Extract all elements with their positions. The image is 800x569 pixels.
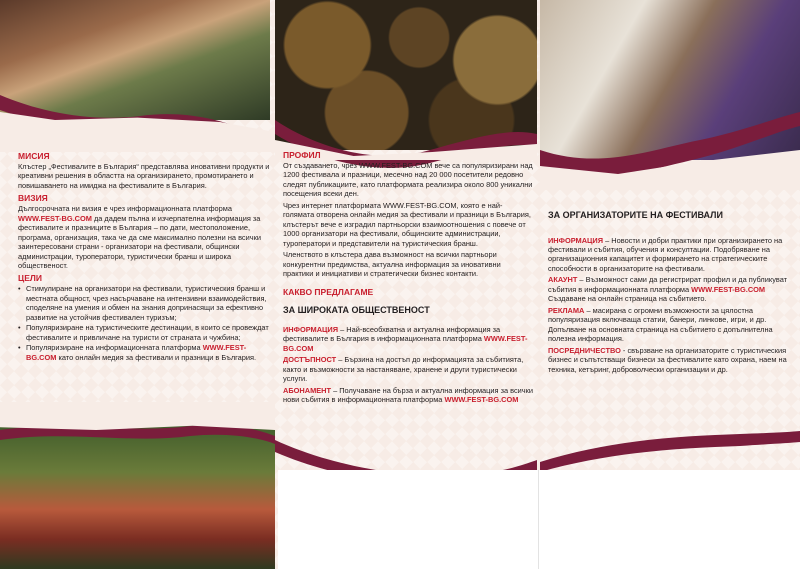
goal-item-text-after: като онлайн медия за фестивали и празници в България. [56,352,257,362]
goal-item: • Популяризиране на туристическите дестинации, в които се провеждат фестивалите и привличане на туристи от страната и чужбина; [18,323,273,342]
vision-text-before: Дългосрочната ни визия е чрез информационната платформа [18,204,232,214]
public-heading: ЗА ШИРОКАТА ОБЩЕСТВЕНОСТ [283,305,430,316]
organizer-item [548,236,788,274]
mission-text: Клъстер „Фестивалите в България“ представлява иновативни продукти и креативни решения в областта на организирането, промотирането и повишаването на имиджа на фестивалите в България. [18,161,270,190]
goal-item: • Стимулиране на организатори на фестивали, туристическия бранш и местната общност, чрез насърчаване на интензивни взаимодействия, споделяне на умения и обмен на знания допринасящи за ефективно развитие на устойчив фестивален туризъм; [18,284,273,322]
offer-item [283,325,533,353]
organizer-item [548,346,788,374]
offer-item-label: АБОНАМЕНТ [283,385,332,395]
organizer-item-text: – Възможност сами да регистрират профил и да публикуват събития в информационната платформа [548,275,788,294]
organizer-item-label: РЕКЛАМА [548,305,585,315]
organizer-item-extra: Създаване на онлайн страница на събитието. [548,294,707,304]
mission-heading: МИСИЯ [18,151,50,161]
offer-item-text: – Бързина на достъп до информацията за събитията, както и възможности за настаняване, хранене и други туристически услуги. [283,355,524,384]
organizer-item-text: - свързване на организаторите с туристическия бизнес и съпътстващи бизнеси за фестивалите като охрана, наем на техника, кетъринг, доброволчески организации и др. [548,345,787,374]
offer-item-link[interactable]: WWW.FEST-BG.COM [283,334,528,353]
offer-item-label: ДОСТЪПНОСТ [283,355,337,365]
profile-paragraph-3: Членството в клъстера дава възможност на всички партньори конкурентни предимства, актуална информация за иновативни практики и инициативи и стратегически бизнес контакти. [283,250,501,279]
organizer-item-text: – масирана с огромни възможности за цялостна популяризация включваща статии, банери, линкове, игри, и др. Допълване на основната страница на събитието с допълнителна полезна информация. [548,305,773,344]
column-organizers [548,210,788,376]
vision-website-link[interactable]: WWW.FEST-BG.COM [18,213,92,223]
organizer-item-label: ПОСРЕДНИЧЕСТВО [548,345,621,355]
vision-text-after: да дадем пълна и изчерпателна информация за фестивалите и празниците в България – по дати, местоположение, програма, организация, така че да сме максимално полезни на всички заинтересовани страни - организатори на фестивали, общински администрации, туроператори, туристически бранш и широка общественост. [18,213,261,270]
organizers-heading: ЗА ОРГАНИЗАТОРИТЕ НА ФЕСТИВАЛИ [548,210,723,220]
wave-fill-bottom-left [0,402,275,430]
offer-item-text: – Най-всеобхватна и актуална информация за фестивалите в България в информационната платформа [283,324,501,344]
organizer-item-label: АКАУНТ [548,275,578,285]
offer-item-link[interactable]: WWW.FEST-BG.COM [444,395,519,405]
offer-item [283,355,533,383]
vision-heading: ВИЗИЯ [18,193,48,204]
column-profile-offer [283,147,533,407]
organizer-item [548,306,788,344]
goal-item-text: Популяризиране на информационната платформа [26,343,201,353]
goals-list [18,284,273,362]
organizer-item-link[interactable]: WWW.FEST-BG.COM [691,284,766,294]
vision-text [18,204,273,270]
offer-item-label: ИНФОРМАЦИЯ [283,324,339,334]
bottom-white-panel [278,470,800,569]
offer-heading: КАКВО ПРЕДЛАГАМЕ [283,286,374,297]
column-mission-vision [18,148,273,363]
profile-paragraph-1: От създаването, чрез WWW.FEST-BG.COM вече са популяризирани над 1200 фестивала и празници, месечно над 20 000 посетители редовно следят публикациите, като платформата реализира около 800 уникални посещения всеки ден. [283,160,533,199]
organizer-item-text: – Новости и добри практики при организирането на фестивали и събития, обучения и консултации. Подобряване на организационния капацитет и формирането на стратегическите способности в организаторите на фестивали. [548,235,783,273]
goal-item [18,343,273,362]
goals-website-link[interactable]: WWW.FEST-BG.COM [26,343,247,362]
organizer-item-label: ИНФОРМАЦИЯ [548,235,604,245]
fold-line [538,470,539,569]
offer-item-text: – Получаване на бърза и актуална информация за всички нови събития в информационната платформа [283,385,533,405]
organizer-item [548,275,788,303]
profile-heading: ПРОФИЛ [283,150,321,160]
goals-heading: ЦЕЛИ [18,273,42,284]
profile-paragraph-2: Чрез интернет платформата WWW.FEST-BG.COM, която е най-голямата отворена онлайн медия за фестивали и празници в България, клъстерът вече е изградил партньорски взаимоотношения с повече от 1000 организатори на фестивали, общинските администрации, туроператори и представители на туристическия бранш. [283,200,531,248]
offer-item [283,386,533,405]
